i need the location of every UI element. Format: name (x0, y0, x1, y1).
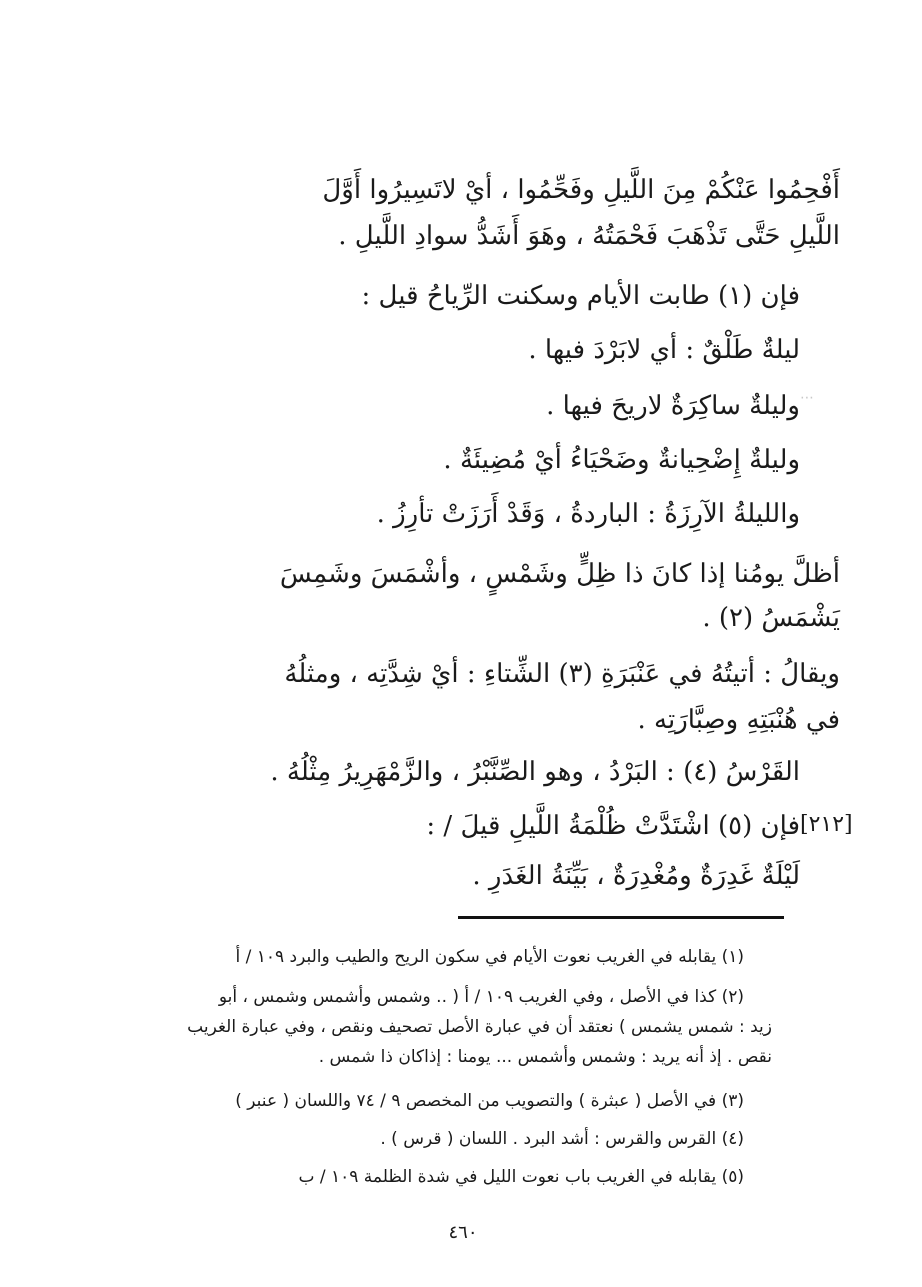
text-line: أظلَّ يومُنا إذا كانَ ذا ظِلٍّ وشَمْسٍ ، وأشْمَسَ وشَمِسَ (279, 559, 840, 589)
footnote-divider (458, 916, 784, 919)
page-number: ٤٦٠ (448, 1222, 478, 1243)
footnote-continuation: زيد : شمس يشمس ) نعتقد أن في عبارة الأصل تصحيف ونقص ، وفي عبارة الغريب (187, 1017, 772, 1037)
footnote: (٣) في الأصل ( عبثرة ) والتصويب من المخصص ٩ / ٧٤ واللسان ( عنبر ) (235, 1091, 744, 1111)
footnote: (٤) القرس والقرس : أشد البرد . اللسان ( قرس ) . (380, 1129, 744, 1149)
text-line: يَشْمَسُ (٢) . (702, 603, 840, 633)
text-line: فإن (٥) اشْتَدَّتْ ظُلْمَةُ اللَّيلِ قيلَ / : (426, 811, 800, 841)
margin-page-reference: [٢١٢] (800, 812, 853, 837)
text-line: لَيْلَةٌ غَدِرَةٌ ومُغْدِرَةٌ ، بَيِّنَةُ الغَدَرِ . (472, 861, 800, 891)
text-line: فإن (١) طابت الأيام وسكنت الرِّياحُ قيل : (361, 281, 800, 311)
footnote: (١) يقابله في الغريب نعوت الأيام في سكون الريح والطيب والبرد ١٠٩ / أ (235, 947, 744, 967)
text-line: ليلةٌ طَلْقٌ : أي لابَرْدَ فيها . (528, 335, 800, 365)
text-line: وليلةٌ ساكِرَةٌ لاريحَ فيها . (546, 391, 800, 421)
text-line: وليلةٌ إِضْحِيانةٌ وضَحْيَاءُ أيْ مُضِيئَةٌ . (443, 445, 800, 475)
text-line: في هُنْبَتِهِ وصِبَّارَتِه . (637, 705, 840, 735)
text-line: اللَّيلِ حَتَّى تَذْهَبَ فَحْمَتُهُ ، وهَوَ أَشَدُّ سوادِ اللَّيلِ . (338, 221, 840, 251)
text-line: ويقالُ : أتيتُهُ في عَنْبَرَةِ (٣) الشِّتاءِ : أيْ شِدَّتِه ، ومثلُهُ (284, 659, 840, 689)
footnote: (٥) يقابله في الغريب باب نعوت الليل في شدة الظلمة ١٠٩ / ب (298, 1167, 744, 1187)
text-line: القَرْسُ (٤) : البَرْدُ ، وهو الصِّنَّبْرُ ، والزَّمْهَرِيرُ مِثْلُهُ . (270, 757, 800, 787)
text-line: أَفْحِمُوا عَنْكُمْ مِنَ اللَّيلِ وفَحِّمُوا ، أيْ لاتَسِيرُوا أَوَّلَ (322, 175, 840, 205)
text-line: والليلةُ الآرِزَةُ : الباردةُ ، وَقَدْ أَرَزَتْ تأرِزُ . (376, 499, 800, 529)
footnote: (٢) كذا في الأصل ، وفي الغريب ١٠٩ / أ ( .. وشمس وأشمس وشمس ، أبو (218, 987, 744, 1007)
margin-mark: ⋯ (800, 390, 814, 406)
footnote-continuation: نقص . إذ أنه يريد : وشمس وأشمس ... يومنا : إذاكان ذا شمس . (318, 1047, 772, 1067)
